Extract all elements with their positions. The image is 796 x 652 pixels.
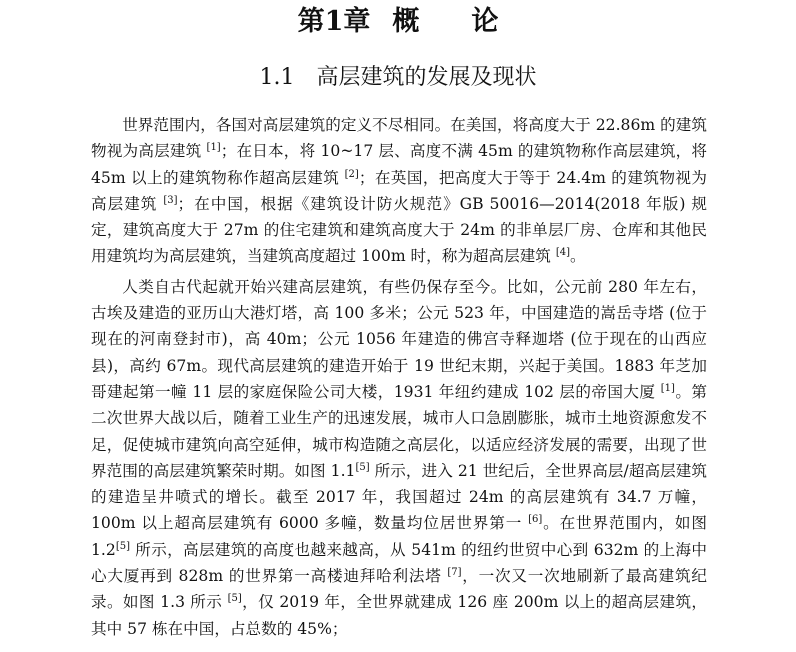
text-run: ，仅 2019 年，全世界就建成 126 座 200m 以上的超高层建筑，其中 57 栋在中国，占总数的 45%；: [91, 593, 707, 638]
text-run: ；在英国，把高度大于等于 24.4m 的建筑物视为高层建筑: [91, 168, 707, 213]
citation-ref: [5]: [227, 593, 242, 605]
section-number: 1.1: [259, 65, 295, 90]
chapter-title-part1: 概: [392, 6, 420, 37]
section-heading: [0, 60, 796, 96]
chapter-title: [0, 2, 796, 42]
text-run: 。第二次世界大战以后，随着工业生产的迅速发展，城市人口急剧膨胀，城市土地资源愈发不足，促使城市建筑向高空延伸，城市构造随之高层化，以适应经济发展的需要，出现了世界范围的高层建筑繁荣时期。如图 1.1: [91, 382, 707, 480]
citation-ref: [3]: [163, 194, 178, 206]
citation-ref: [6]: [528, 514, 543, 526]
citation-ref: [4]: [555, 247, 571, 259]
section-title: 高层建筑的发展及现状: [316, 65, 537, 90]
paragraph-1: [91, 112, 707, 270]
paragraph-2: [91, 274, 707, 642]
text-run: 。: [570, 247, 586, 266]
text-run: 人类自古代起就开始兴建高层建筑，有些仍保存至今。比如，公元前 280 年左右，古埃及建造的亚历山大港灯塔，高 100 多米；公元 523 年，中国建造的嵩岳寺塔 (位于现在的河南登封市)，高 40m；公元 1056 年建造的佛宫寺释迦塔 (位于现在的山西应县)，高约 67m。现代高层建筑的建造开始于 19 世纪末期，兴起于美国。1883 年芝加哥建起第一幢 11 层的家庭保险公司大楼，1931 年纽约建成 102 层的帝国大厦: [91, 277, 707, 401]
text-run: 世界范围内，各国对高层建筑的定义不尽相同。在美国，将高度大于 22.86m 的建筑物视为高层建筑: [91, 116, 707, 161]
citation-ref: [1]: [206, 142, 221, 154]
body-text: [91, 112, 707, 642]
text-run: ，一次又一次地刷新了最高建筑纪录。如图 1.3 所示: [91, 567, 707, 612]
chapter-title-part2: 论: [471, 6, 499, 37]
text-run: 。在世界范围内，如图 1.2: [91, 514, 707, 559]
text-run: ；在中国，根据《建筑设计防火规范》GB 50016—2014(2018 年版) 规定，建筑高度大于 27m 的住宅建筑和建筑高度大于 24m 的非单层厂房、仓库和其他民用建筑均为高层建筑，当建筑高度超过 100m 时，称为超高层建筑: [91, 194, 707, 266]
text-run: 所示，进入 21 世纪后，全世界高层/超高层建筑的建造呈井喷式的增长。截至 2017 年，我国超过 24m 的高层建筑有 34.7 万幢，100m 以上超高层建筑有 6000 多幢，数量均位居世界第一: [91, 461, 707, 533]
citation-ref: [1]: [660, 382, 675, 394]
citation-ref: [5]: [355, 461, 370, 473]
text-run: ；在日本，将 10~17 层、高度不满 45m 的建筑物称作高层建筑，将 45m 以上的建筑物称作超高层建筑: [91, 142, 707, 187]
citation-ref: [5]: [115, 540, 130, 552]
citation-ref: [2]: [344, 168, 359, 180]
text-run: 所示，高层建筑的高度也越来越高，从 541m 的纽约世贸中心到 632m 的上海中心大厦再到 828m 的世界第一高楼迪拜哈利法塔: [91, 540, 707, 586]
chapter-label: 第1章: [297, 6, 371, 37]
citation-ref: [7]: [447, 567, 462, 579]
